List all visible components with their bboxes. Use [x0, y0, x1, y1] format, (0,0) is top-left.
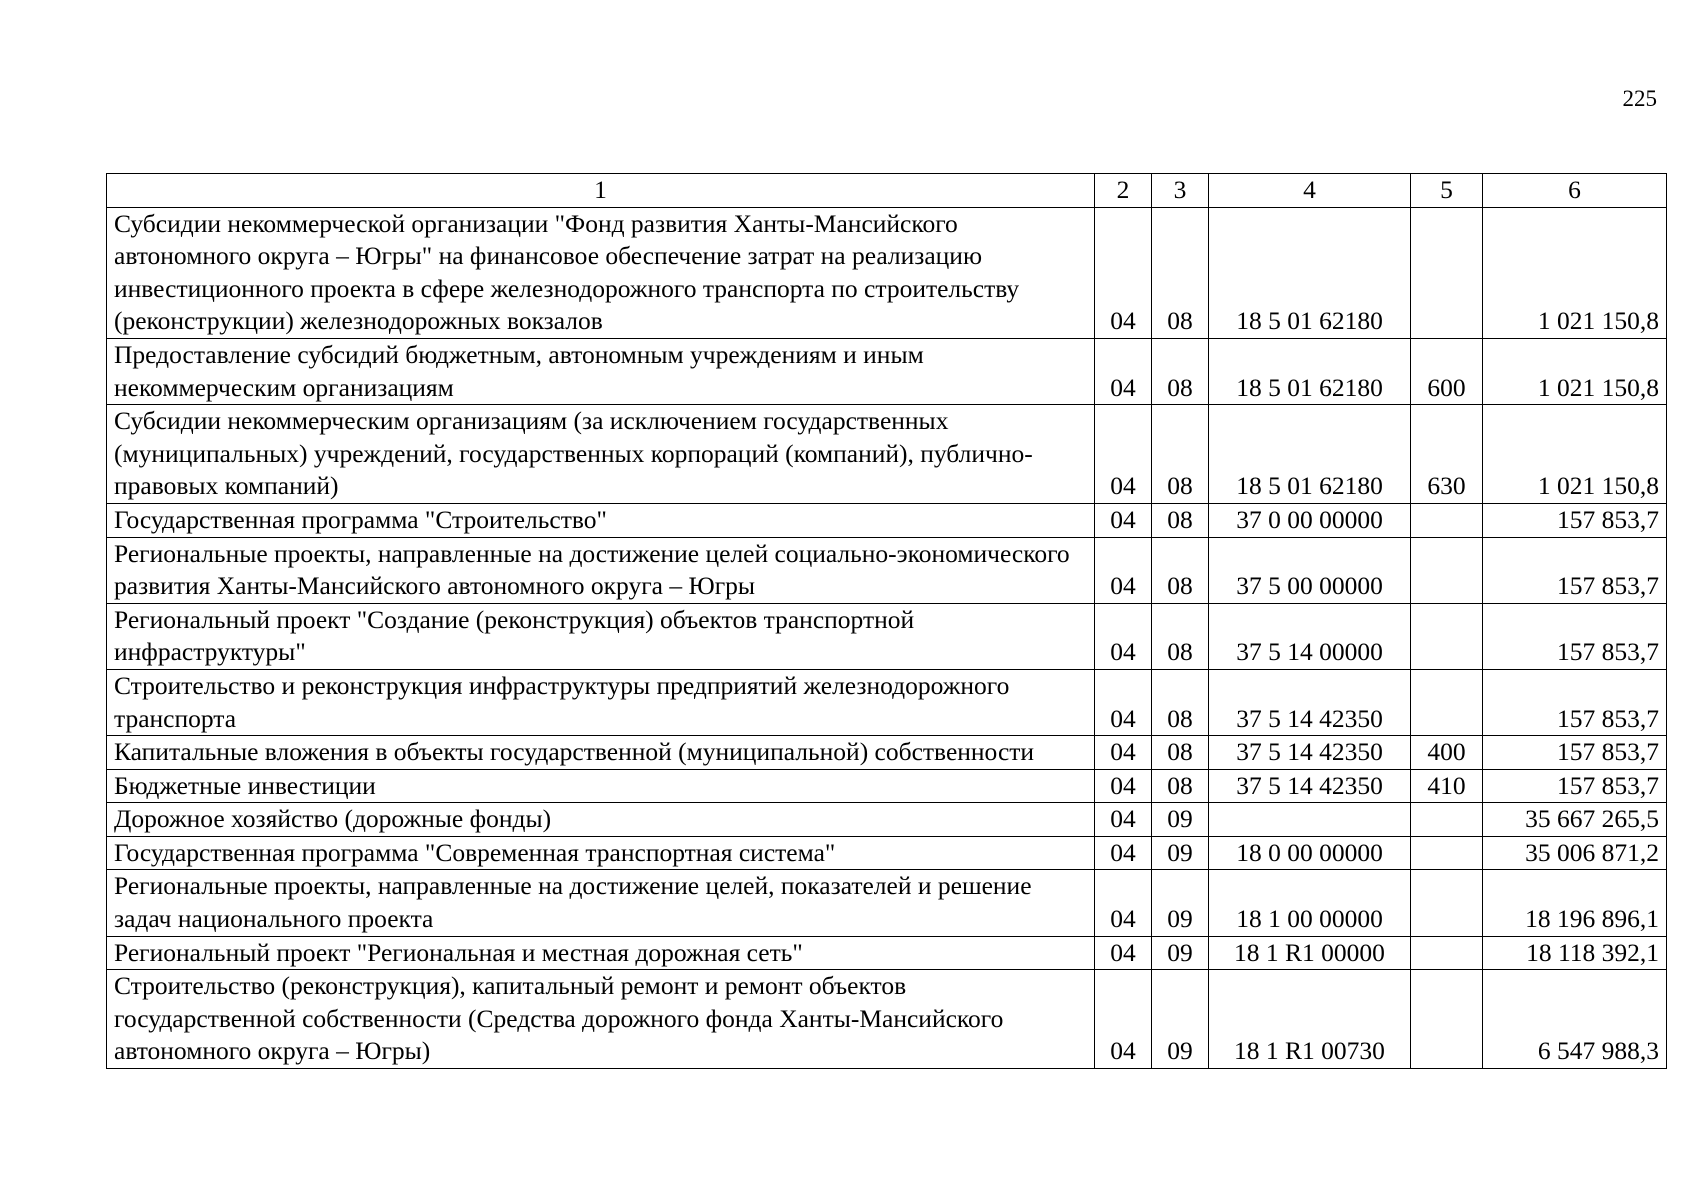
row-amount: 157 853,7	[1483, 736, 1667, 770]
row-expense-type	[1411, 803, 1483, 837]
row-expense-type	[1411, 537, 1483, 603]
row-name: Дорожное хозяйство (дорожные фонды)	[107, 803, 1095, 837]
row-expense-type	[1411, 207, 1483, 338]
row-target-article: 18 0 00 00000	[1209, 836, 1411, 870]
row-subsection: 09	[1152, 870, 1209, 936]
table-row	[107, 836, 1667, 870]
row-expense-type	[1411, 836, 1483, 870]
row-amount: 157 853,7	[1483, 669, 1667, 735]
column-header-subsection: 3	[1152, 174, 1209, 208]
row-target-article: 37 5 14 42350	[1209, 769, 1411, 803]
column-header-amount: 6	[1483, 174, 1667, 208]
row-section: 04	[1095, 503, 1152, 537]
row-section: 04	[1095, 936, 1152, 970]
table-row	[107, 207, 1667, 338]
table-row	[107, 970, 1667, 1069]
row-section: 04	[1095, 405, 1152, 504]
table-row	[107, 338, 1667, 404]
row-section: 04	[1095, 870, 1152, 936]
row-name: Строительство (реконструкция), капитальный ремонт и ремонт объектов государственной собственности (Средства дорожного фонда Ханты-Мансийского автономного округа – Югры)	[107, 970, 1095, 1069]
row-name: Субсидии некоммерческим организациям (за исключением государственных (муниципальных) учреждений, государственных корпораций (компаний), публично-правовых компаний)	[107, 405, 1095, 504]
table-row	[107, 405, 1667, 504]
row-section: 04	[1095, 836, 1152, 870]
row-target-article: 18 1 00 00000	[1209, 870, 1411, 936]
row-section: 04	[1095, 669, 1152, 735]
column-header-name: 1	[107, 174, 1095, 208]
table-header-row	[107, 174, 1667, 208]
row-name: Бюджетные инвестиции	[107, 769, 1095, 803]
row-section: 04	[1095, 603, 1152, 669]
row-amount: 35 006 871,2	[1483, 836, 1667, 870]
row-subsection: 08	[1152, 603, 1209, 669]
row-expense-type	[1411, 603, 1483, 669]
table-row	[107, 669, 1667, 735]
row-target-article: 18 1 R1 00730	[1209, 970, 1411, 1069]
row-target-article	[1209, 803, 1411, 837]
row-subsection: 09	[1152, 836, 1209, 870]
table-row	[107, 503, 1667, 537]
row-section: 04	[1095, 207, 1152, 338]
table-row	[107, 603, 1667, 669]
row-name: Государственная программа "Строительство"	[107, 503, 1095, 537]
row-target-article: 37 5 14 00000	[1209, 603, 1411, 669]
row-name: Региональный проект "Создание (реконструкция) объектов транспортной инфраструктуры"	[107, 603, 1095, 669]
budget-table	[106, 173, 1667, 1069]
row-subsection: 09	[1152, 803, 1209, 837]
row-expense-type: 630	[1411, 405, 1483, 504]
row-name: Предоставление субсидий бюджетным, автономным учреждениям и иным некоммерческим организациям	[107, 338, 1095, 404]
row-expense-type: 410	[1411, 769, 1483, 803]
row-amount: 1 021 150,8	[1483, 207, 1667, 338]
row-section: 04	[1095, 769, 1152, 803]
row-amount: 18 196 896,1	[1483, 870, 1667, 936]
row-name: Капитальные вложения в объекты государственной (муниципальной) собственности	[107, 736, 1095, 770]
row-amount: 18 118 392,1	[1483, 936, 1667, 970]
row-target-article: 37 5 14 42350	[1209, 669, 1411, 735]
row-amount: 157 853,7	[1483, 537, 1667, 603]
row-subsection: 09	[1152, 970, 1209, 1069]
page-number: 225	[1622, 86, 1657, 111]
row-amount: 1 021 150,8	[1483, 338, 1667, 404]
row-name: Региональные проекты, направленные на достижение целей, показателей и решение задач национального проекта	[107, 870, 1095, 936]
table-row	[107, 769, 1667, 803]
row-subsection: 09	[1152, 936, 1209, 970]
row-name: Региональные проекты, направленные на достижение целей социально-экономического развития Ханты-Мансийского автономного округа – Югры	[107, 537, 1095, 603]
row-target-article: 37 5 00 00000	[1209, 537, 1411, 603]
column-header-target-article: 4	[1209, 174, 1411, 208]
row-subsection: 08	[1152, 405, 1209, 504]
table-row	[107, 936, 1667, 970]
row-subsection: 08	[1152, 769, 1209, 803]
row-section: 04	[1095, 338, 1152, 404]
column-header-expense-type: 5	[1411, 174, 1483, 208]
row-name: Строительство и реконструкция инфраструктуры предприятий железнодорожного транспорта	[107, 669, 1095, 735]
row-target-article: 37 0 00 00000	[1209, 503, 1411, 537]
table-row	[107, 803, 1667, 837]
row-subsection: 08	[1152, 503, 1209, 537]
row-target-article: 18 5 01 62180	[1209, 405, 1411, 504]
row-amount: 157 853,7	[1483, 769, 1667, 803]
table-row	[107, 870, 1667, 936]
row-section: 04	[1095, 803, 1152, 837]
row-target-article: 18 5 01 62180	[1209, 338, 1411, 404]
row-expense-type	[1411, 503, 1483, 537]
row-amount: 35 667 265,5	[1483, 803, 1667, 837]
row-section: 04	[1095, 970, 1152, 1069]
table-row	[107, 537, 1667, 603]
row-subsection: 08	[1152, 669, 1209, 735]
row-target-article: 37 5 14 42350	[1209, 736, 1411, 770]
table-row	[107, 736, 1667, 770]
row-expense-type	[1411, 936, 1483, 970]
row-name: Государственная программа "Современная транспортная система"	[107, 836, 1095, 870]
row-amount: 1 021 150,8	[1483, 405, 1667, 504]
row-section: 04	[1095, 736, 1152, 770]
row-expense-type	[1411, 669, 1483, 735]
row-subsection: 08	[1152, 736, 1209, 770]
row-amount: 157 853,7	[1483, 503, 1667, 537]
row-subsection: 08	[1152, 537, 1209, 603]
row-amount: 6 547 988,3	[1483, 970, 1667, 1069]
row-expense-type: 600	[1411, 338, 1483, 404]
row-name: Субсидии некоммерческой организации "Фонд развития Ханты-Мансийского автономного округа – Югры" на финансовое обеспечение затрат на реализацию инвестиционного проекта в сфере железнодорожного транспорта по строительству (реконструкции) железнодорожных вокзалов	[107, 207, 1095, 338]
row-amount: 157 853,7	[1483, 603, 1667, 669]
row-subsection: 08	[1152, 207, 1209, 338]
row-expense-type	[1411, 970, 1483, 1069]
row-section: 04	[1095, 537, 1152, 603]
row-target-article: 18 1 R1 00000	[1209, 936, 1411, 970]
row-subsection: 08	[1152, 338, 1209, 404]
row-target-article: 18 5 01 62180	[1209, 207, 1411, 338]
row-expense-type	[1411, 870, 1483, 936]
row-expense-type: 400	[1411, 736, 1483, 770]
column-header-section: 2	[1095, 174, 1152, 208]
row-name: Региональный проект "Региональная и местная дорожная сеть"	[107, 936, 1095, 970]
